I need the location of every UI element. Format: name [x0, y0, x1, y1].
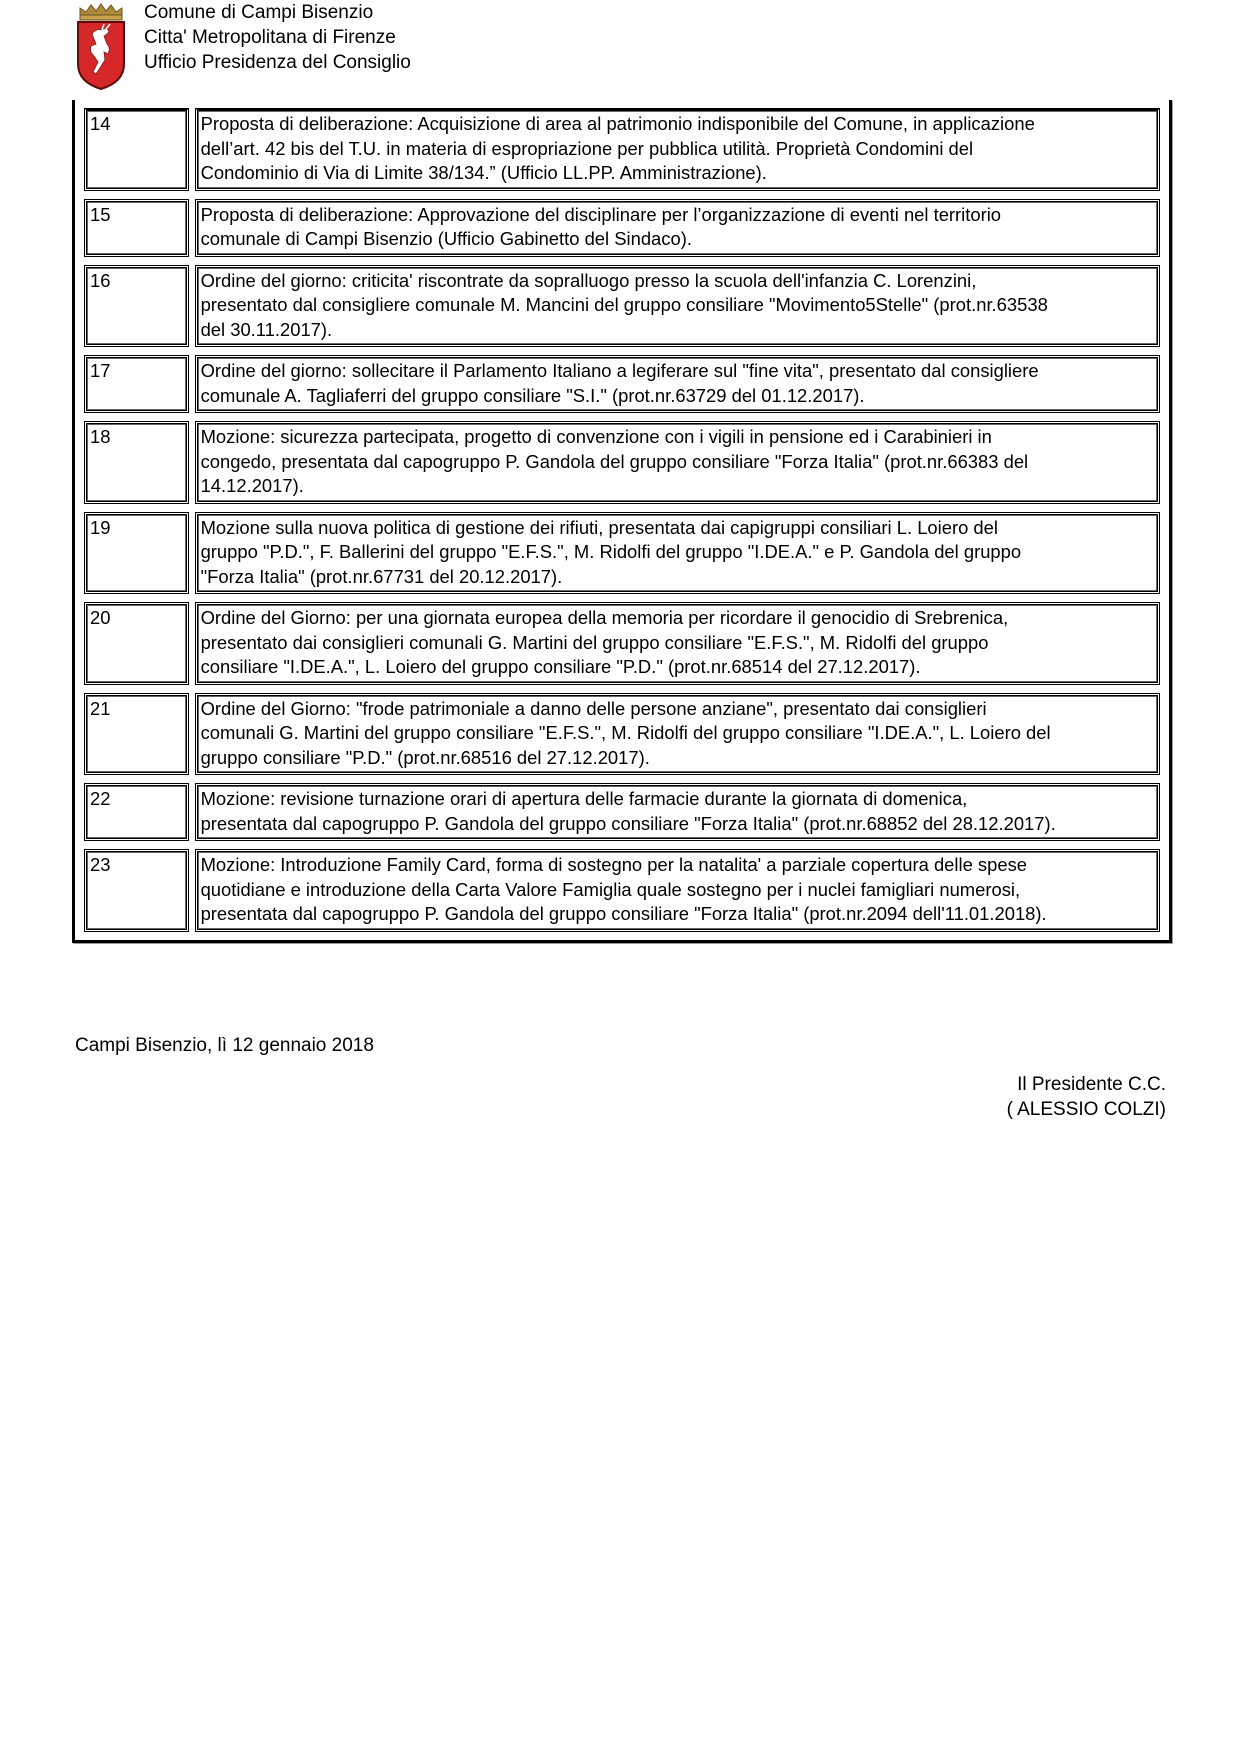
agenda-item-number: 21 [84, 693, 189, 776]
municipality-name: Comune di Campi Bisenzio [144, 2, 374, 23]
place-date: Campi Bisenzio, lì 12 gennaio 2018 [75, 1035, 374, 1056]
agenda-item-number: 20 [84, 602, 189, 685]
agenda-item-line: presentato dai consiglieri comunali G. Martini del gruppo consiliare "E.F.S.", M. Ridolfi del gruppo [200, 631, 989, 653]
agenda-body [84, 108, 1160, 932]
metropolitan-city: Citta' Metropolitana di Firenze [144, 27, 396, 48]
agenda-item-description [195, 849, 1160, 932]
office-name: Ufficio Presidenza del Consiglio [144, 52, 411, 73]
agenda-item-line: Mozione: sicurezza partecipata, progetto di convenzione con i vigili in pensione ed i Carabinieri in [200, 426, 992, 447]
agenda-item-line: Ordine del Giorno: per una giornata europea della memoria per ricordare il genocidio di Srebrenica, [200, 607, 1009, 628]
agenda-item-number: 19 [84, 512, 189, 595]
agenda-item-description [195, 693, 1160, 776]
agenda-item-number: 17 [84, 355, 189, 413]
agenda-item-number: 16 [84, 265, 189, 348]
agenda-item-line: dell’art. 42 bis del T.U. in materia di espropriazione per pubblica utilità. Proprietà Condomini del [200, 137, 974, 159]
campi-bisenzio-crest-icon [74, 2, 128, 90]
agenda-item-description [195, 108, 1160, 191]
agenda-row [84, 783, 1160, 841]
agenda-item-line: comunale A. Tagliaferri del gruppo consiliare "S.I." (prot.nr.63729 del 01.12.2017). [200, 384, 865, 406]
agenda-item-description [195, 512, 1160, 595]
agenda-row [84, 693, 1160, 776]
agenda-item-line: consiliare "I.DE.A.", L. Loiero del gruppo consiliare "P.D." (prot.nr.68514 del 27.12.2017). [200, 656, 921, 677]
agenda-item-description [195, 355, 1160, 413]
agenda-item-line: presentata dal capogruppo P. Gandola del gruppo consiliare "Forza Italia" (prot.nr.68852 del 28.12.2017). [200, 812, 1056, 834]
agenda-row [84, 849, 1160, 932]
agenda-row [84, 602, 1160, 685]
header-text [144, 0, 644, 75]
agenda-table [72, 100, 1172, 943]
agenda-item-line: presentata dal capogruppo P. Gandola del gruppo consiliare "Forza Italia" (prot.nr.2094 dell'11.01.2018). [200, 903, 1047, 924]
agenda-item-number: 22 [84, 783, 189, 841]
agenda-item-description [195, 199, 1160, 257]
agenda-item-description [195, 783, 1160, 841]
agenda-item-line: 14.12.2017). [200, 475, 304, 496]
agenda-row [84, 108, 1160, 191]
agenda-item-description [195, 265, 1160, 348]
agenda-item-line: Mozione: revisione turnazione orari di apertura delle farmacie durante la giornata di domenica, [200, 788, 968, 809]
agenda-item-line: comunali G. Martini del gruppo consiliare "E.F.S.", M. Ridolfi del gruppo consiliare "I.DE.A.", L. Loiero del [200, 722, 1051, 743]
agenda-item-line: Mozione sulla nuova politica di gestione dei rifiuti, presentata dai capigruppi consiliari L. Loiero del [200, 516, 998, 538]
agenda-item-line: comunale di Campi Bisenzio (Ufficio Gabinetto del Sindaco). [200, 228, 692, 249]
agenda-item-number: 14 [84, 108, 189, 191]
agenda-item-number: 15 [84, 199, 189, 257]
agenda-item-line: congedo, presentata dal capogruppo P. Gandola del gruppo consiliare "Forza Italia" (prot.nr.66383 del [200, 450, 1029, 472]
agenda-item-line: gruppo consiliare "P.D." (prot.nr.68516 del 27.12.2017). [200, 746, 650, 768]
agenda-item-line: Proposta di deliberazione: Acquisizione di area al patrimonio indisponibile del Comune, in applicazione [200, 113, 1035, 134]
agenda-item-number: 18 [84, 421, 189, 504]
agenda-item-line: Ordine del Giorno: "frode patrimoniale a danno delle persone anziane", presentato dai consiglieri [200, 697, 987, 719]
signature-name: ( ALESSIO COLZI) [1006, 1099, 1166, 1120]
signature-block [1007, 1072, 1166, 1122]
agenda-item-line: gruppo "P.D.", F. Ballerini del gruppo "E.F.S.", M. Ridolfi del gruppo "I.DE.A." e P. Gandola del gruppo [200, 541, 1022, 562]
agenda-item-description [195, 421, 1160, 504]
signature-title: Il Presidente C.C. [1017, 1074, 1166, 1095]
agenda-item-line: Condominio di Via di Limite 38/134.” (Ufficio LL.PP. Amministrazione). [200, 162, 767, 183]
agenda-row [84, 265, 1160, 348]
agenda-item-description [195, 602, 1160, 685]
agenda-item-line: quotidiane e introduzione della Carta Valore Famiglia quale sostegno per i nuclei famigliari numerosi, [200, 878, 1021, 900]
agenda-item-line: Mozione: Introduzione Family Card, forma di sostegno per la natalita' a parziale copertura delle spese [200, 854, 1027, 875]
agenda-item-line: Ordine del giorno: sollecitare il Parlamento Italiano a legiferare sul "fine vita", presentato dal consigliere [200, 360, 1039, 381]
agenda-row [84, 512, 1160, 595]
agenda-row [84, 355, 1160, 413]
agenda-row [84, 421, 1160, 504]
agenda-row [84, 199, 1160, 257]
agenda-item-number: 23 [84, 849, 189, 932]
agenda-item-line: presentato dal consigliere comunale M. Mancini del gruppo consiliare "Movimento5Stelle" (prot.nr.63538 [200, 294, 1048, 315]
agenda-item-line: Ordine del giorno: criticita' riscontrate da sopralluogo presso la scuola dell'infanzia C. Lorenzini, [200, 269, 977, 291]
agenda-item-line: del 30.11.2017). [200, 318, 333, 340]
agenda-item-line: Proposta di deliberazione: Approvazione del disciplinare per l’organizzazione di eventi nel territorio [200, 203, 1002, 225]
agenda-item-line: "Forza Italia" (prot.nr.67731 del 20.12.2017). [200, 565, 563, 587]
